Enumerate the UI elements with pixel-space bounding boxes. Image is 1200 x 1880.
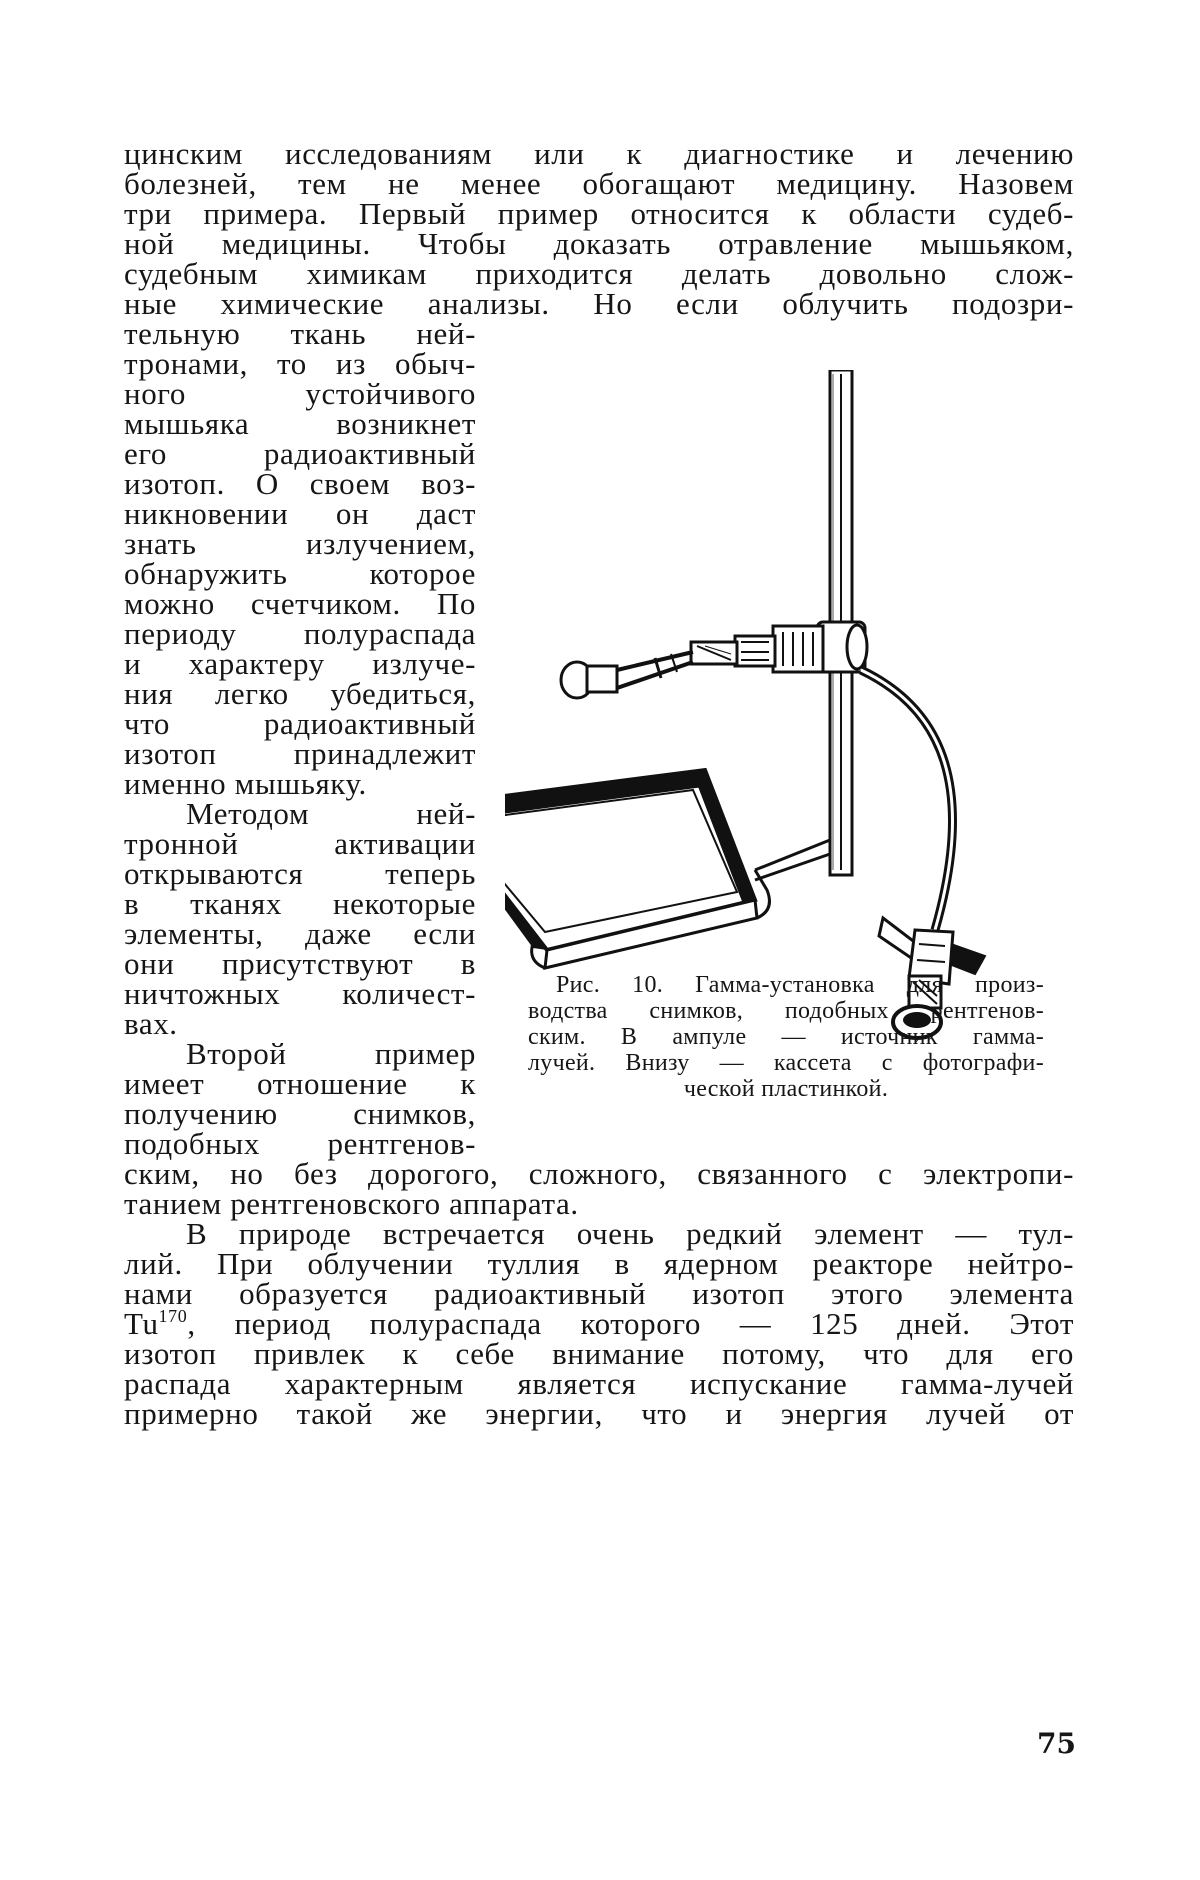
text-line: три примера. Первый пример относится к области судеб-: [124, 196, 1074, 231]
figure-caption-line: Рис. 10. Гамма-установка для произ-: [556, 972, 1044, 998]
figure-caption-line: ским. В ампуле — источник гамма-: [528, 1024, 1044, 1050]
text-line: ским, но без дорогого, сложного, связанного с электропи-: [124, 1156, 1074, 1191]
text-line: Методом ней-: [186, 796, 476, 831]
isotope-line-rest: , период полураспада которого — 125 дней. Этот: [187, 1306, 1074, 1341]
text-line: тронами, то из обыч-: [124, 346, 476, 381]
page-number: 75: [1037, 1727, 1076, 1760]
text-line: тельную ткань ней-: [124, 316, 476, 351]
text-line: ния легко убедиться,: [124, 676, 476, 711]
text-line: подобных рентгенов-: [124, 1126, 476, 1161]
figure-caption-line: лучей. Внизу — кассета с фотографи-: [528, 1050, 1044, 1076]
figure-caption-line: ческой пластинкой.: [683, 1076, 889, 1102]
text-line: Второй пример: [186, 1036, 476, 1071]
text-line: открываются теперь: [124, 856, 476, 891]
text-line: нами образуется радиоактивный изотоп этого элемента: [124, 1276, 1074, 1311]
text-line: тронной активации: [124, 826, 476, 861]
isotope-mass-number: 170: [158, 1306, 188, 1326]
text-line: что радиоактивный: [124, 706, 476, 741]
text-line: в тканях некоторые: [124, 886, 476, 921]
text-line: распада характерным является испускание гамма-лучей: [124, 1366, 1074, 1401]
text-line: судебным химикам приходится делать довольно слож-: [124, 256, 1074, 291]
text-line: изотоп привлек к себе внимание потому, что для его: [124, 1336, 1074, 1371]
text-line: примерно такой же энергии, что и энергия лучей от: [124, 1396, 1074, 1431]
text-line: танием рентгеновского аппарата.: [124, 1186, 579, 1221]
cassette-tray: [505, 770, 830, 968]
text-line: обнаружить которое: [124, 556, 476, 591]
text-line: изотоп. О своем воз-: [124, 466, 476, 501]
text-line: вах.: [124, 1006, 178, 1041]
text-line: лий. При облучении туллия в ядерном реакторе нейтро-: [124, 1246, 1074, 1281]
text-line: мышьяка возникнет: [124, 406, 476, 441]
text-line: они присутствуют в: [124, 946, 476, 981]
text-line: элементы, даже если: [124, 916, 476, 951]
text-line: именно мышьяку.: [124, 766, 367, 801]
flexible-cable: [861, 670, 953, 930]
text-line: периоду полураспада: [124, 616, 476, 651]
text-line: и характеру излуче-: [124, 646, 476, 681]
text-line: получению снимков,: [124, 1096, 476, 1131]
text-line: ной медицины. Чтобы доказать отравление мышьяком,: [124, 226, 1074, 261]
text-line: никновении он даст: [124, 496, 476, 531]
text-line: цинским исследованиям или к диагностике и лечению: [124, 136, 1074, 171]
rod-clamp: [691, 622, 867, 672]
text-line: болезней, тем не менее обогащают медицину. Назовем: [124, 166, 1074, 201]
text-line: его радиоактивный: [124, 436, 476, 471]
text-line: знать излучением,: [124, 526, 476, 561]
text-line: ничтожных количест-: [124, 976, 476, 1011]
isotope-symbol: Tu: [124, 1306, 159, 1341]
text-line: ного устойчивого: [124, 376, 476, 411]
text-line: ные химические анализы. Но если облучить подозри-: [124, 286, 1074, 321]
figure-caption-line: водства снимков, подобных рентгенов-: [528, 998, 1044, 1024]
text-line: В природе встречается очень редкий элемент — тул-: [186, 1216, 1074, 1251]
text-line: имеет отношение к: [124, 1066, 476, 1101]
text-line: изотоп принадлежит: [124, 736, 476, 771]
clamp-knob: [561, 652, 693, 698]
text-line: можно счетчиком. По: [124, 586, 476, 621]
